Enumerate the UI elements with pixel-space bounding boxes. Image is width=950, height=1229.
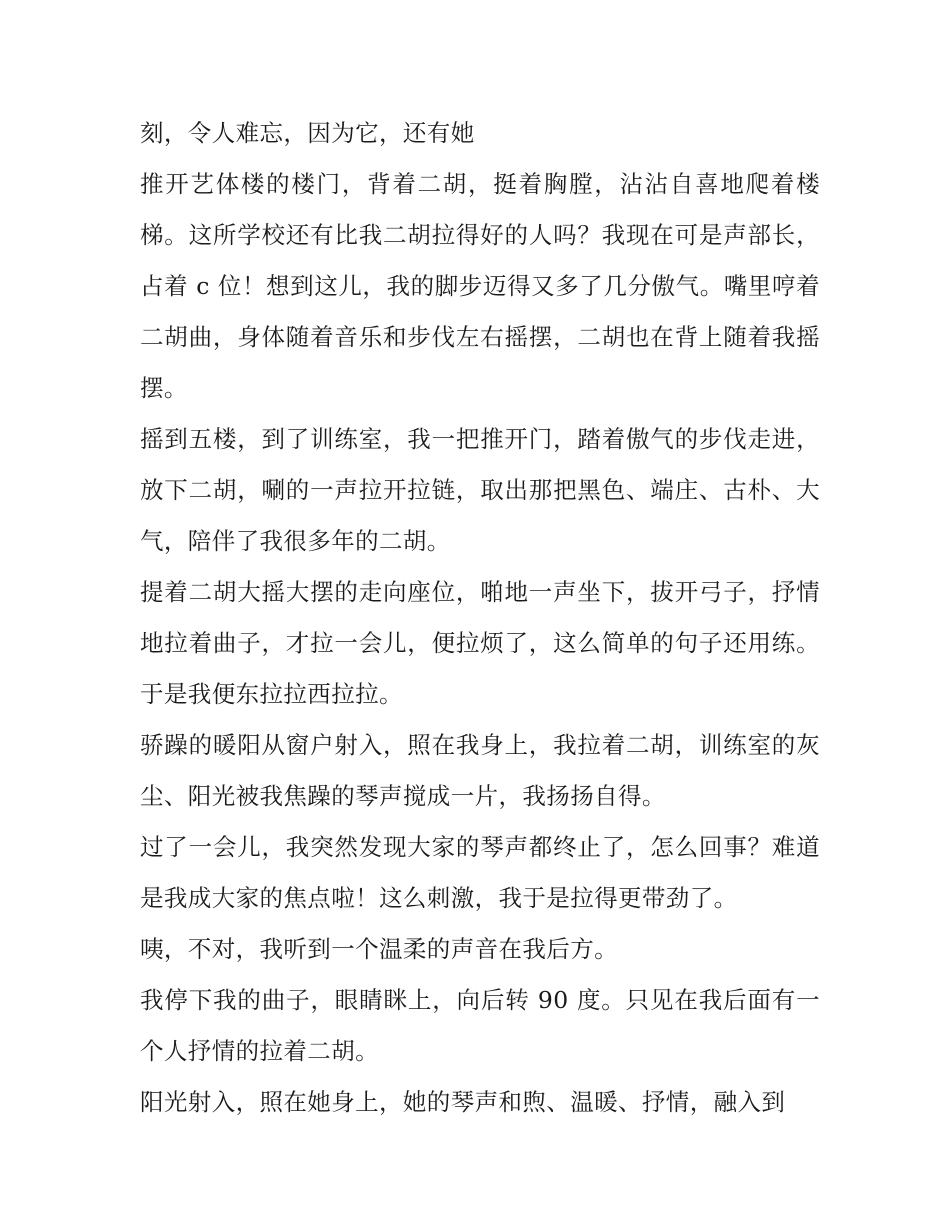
paragraph-1: 刻，令人难忘，因为它，还有她 bbox=[140, 119, 475, 147]
paragraph-5: 骄躁的暖阳从窗户射入，照在我身上，我拉着二胡，训练室的灰尘、阳光被我焦躁的琴声搅成一片，我扬扬自得。 bbox=[140, 731, 820, 810]
paragraph-3: 摇到五楼，到了训练室，我一把推开门，踏着傲气的步伐走进，放下二胡，唰的一声拉开拉链，取出那把黑色、端庄、古朴、大气，陪伴了我很多年的二胡。 bbox=[140, 425, 820, 555]
paragraph-7: 咦，不对，我听到一个温柔的声音在我后方。 bbox=[140, 935, 618, 963]
paragraph-8: 我停下我的曲子，眼睛眯上，向后转 90 度。只见在我后面有一个人抒情的拉着二胡。 bbox=[140, 986, 820, 1065]
paragraph-4: 提着二胡大摇大摆的走向座位，啪地一声坐下，拔开弓子，抒情地拉着曲子，才拉一会儿，便拉烦了，这么简单的句子还用练。于是我便东拉拉西拉拉。 bbox=[140, 578, 820, 708]
document-body bbox=[140, 108, 820, 1128]
paragraph-2: 推开艺体楼的楼门，背着二胡，挺着胸膛，沾沾自喜地爬着楼梯。这所学校还有比我二胡拉得好的人吗？我现在可是声部长，占着 c 位！想到这儿，我的脚步迈得又多了几分傲气。嘴里哼着二胡曲，身体随着音乐和步伐左右摇摆，二胡也在背上随着我摇摆。 bbox=[140, 170, 820, 402]
paragraph-6: 过了一会儿，我突然发现大家的琴声都终止了，怎么回事？难道是我成大家的焦点啦！这么刺激，我于是拉得更带劲了。 bbox=[140, 833, 820, 912]
paragraph-9: 阳光射入，照在她身上，她的琴声和煦、温暖、抒情，融入到 bbox=[140, 1088, 786, 1116]
